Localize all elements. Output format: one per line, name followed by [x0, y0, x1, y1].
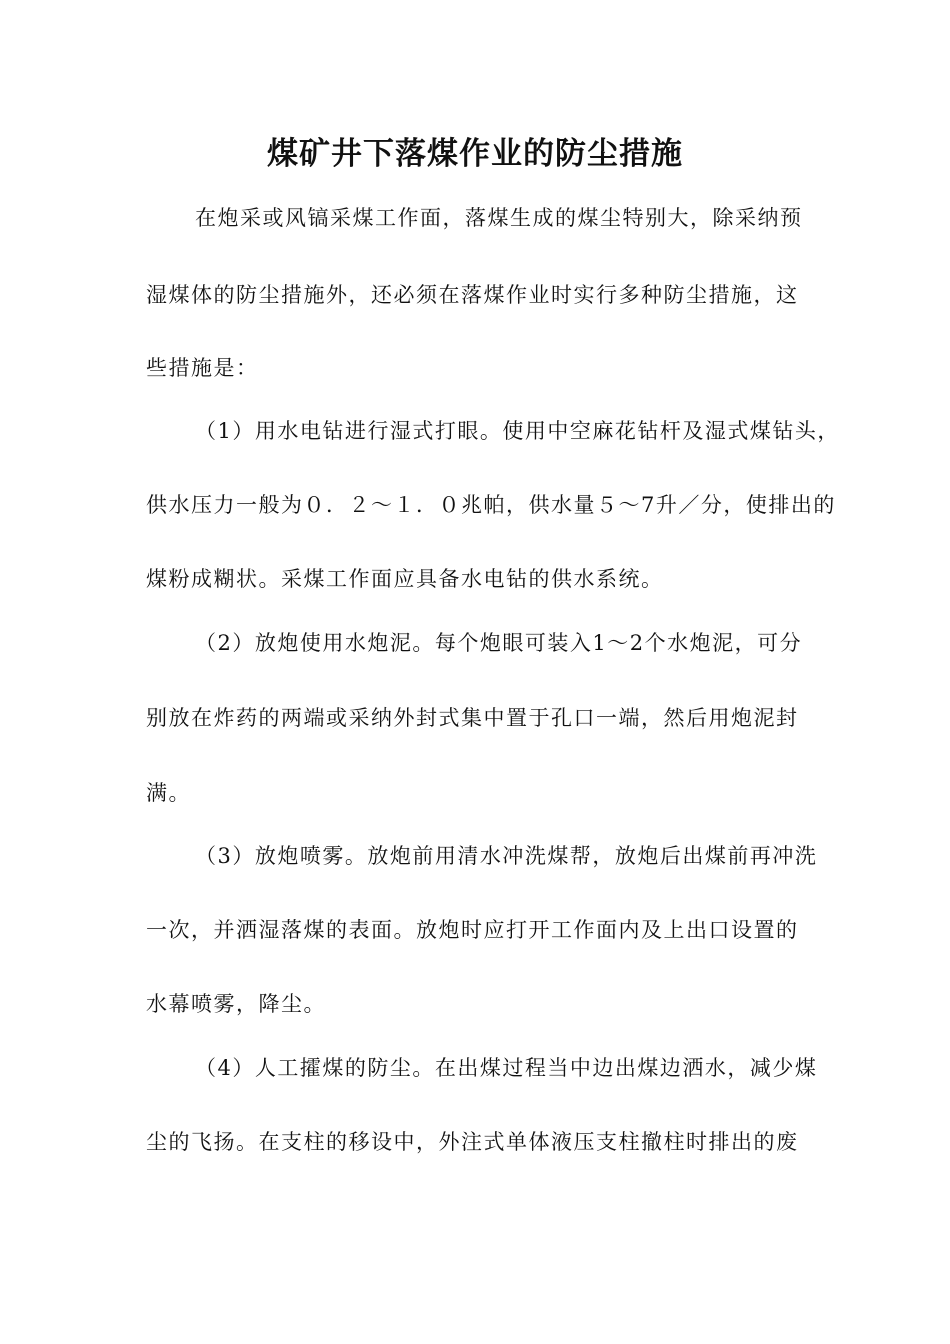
- paragraph-line: 在炮采或风镐采煤工作面，落煤生成的煤尘特别大，除采纳预: [195, 206, 803, 230]
- paragraph-line: 一次，并洒湿落煤的表面。放炮时应打开工作面内及上出口设置的: [146, 918, 799, 942]
- paragraph-line: 别放在炸药的两端或采纳外封式集中置于孔口一端，然后用炮泥封: [146, 706, 799, 730]
- paragraph-line: 些措施是：: [146, 356, 259, 380]
- paragraph-line: （4）人工攉煤的防尘。在出煤过程当中边出煤边洒水，减少煤: [195, 1056, 818, 1080]
- paragraph-line: （2）放炮使用水炮泥。每个炮眼可装入1～2个水炮泥，可分: [195, 631, 803, 655]
- paragraph-line: 湿煤体的防尘措施外，还必须在落煤作业时实行多种防尘措施，这: [146, 283, 799, 307]
- paragraph-line: 尘的飞扬。在支柱的移设中，外注式单体液压支柱撤柱时排出的废: [146, 1130, 799, 1154]
- paragraph-line: 满。: [146, 781, 191, 805]
- paragraph-line: 水幕喷雾，降尘。: [146, 992, 326, 1016]
- paragraph-line: 煤粉成糊状。采煤工作面应具备水电钻的供水系统。: [146, 567, 664, 591]
- paragraph-line: 供水压力一般为０．２～１．０兆帕，供水量５～7升／分，使排出的: [146, 493, 836, 517]
- paragraph-line: （3）放炮喷雾。放炮前用清水冲洗煤帮，放炮后出煤前再冲洗: [195, 844, 818, 868]
- document-title: 煤矿井下落煤作业的防尘措施: [267, 136, 683, 172]
- paragraph-line: （1）用水电钻进行湿式打眼。使用中空麻花钻杆及湿式煤钻头，: [195, 419, 840, 443]
